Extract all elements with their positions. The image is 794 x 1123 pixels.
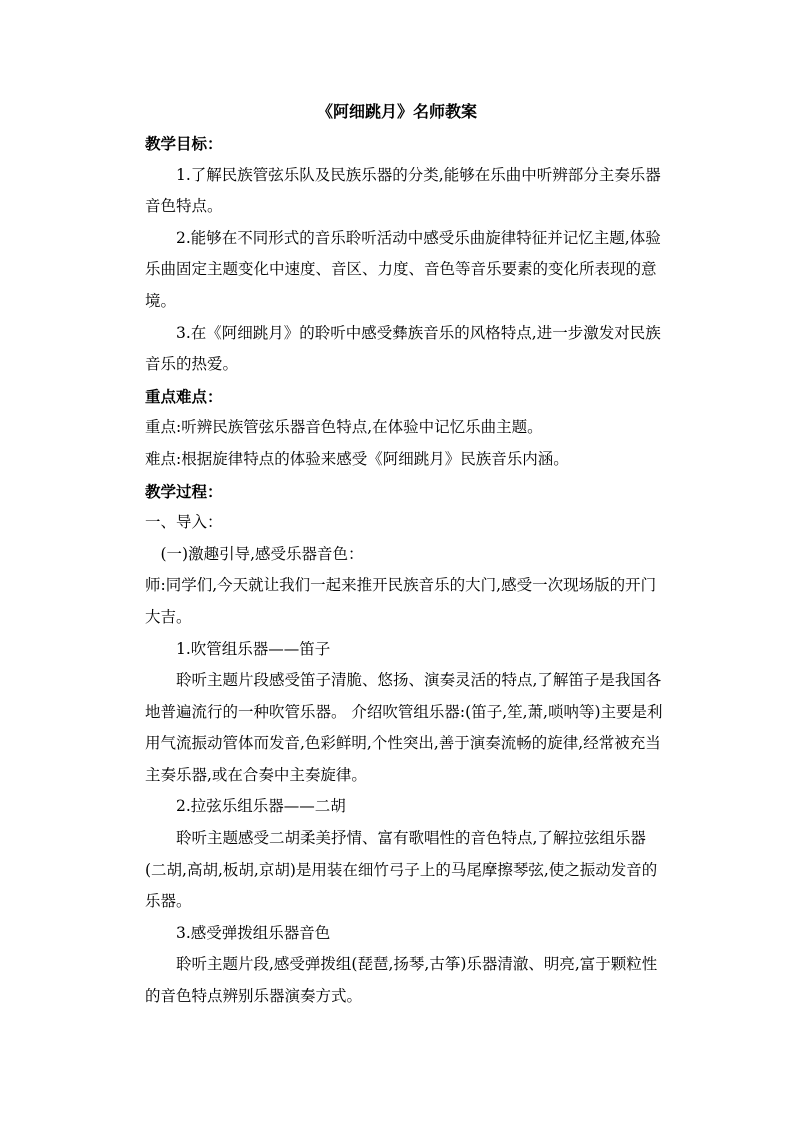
difficulty-text: 难点:根据旋律特点的体验来感受《阿细跳月》民族音乐内涵。: [145, 449, 569, 468]
flute-description: 聆听主题片段感受笛子清脆、悠扬、演奏灵活的特点,了解笛子是我国各地普遍流行的一种吹管乐器。 介绍吹管组乐器:(笛子,笙,萧,唢呐等)主要是利用气流振动管体而发音,色彩鲜明,个性突出,善于演奏流畅的旋律,经常被充当主奏乐器,或在合奏中主奏旋律。: [145, 671, 663, 784]
item-heading-flute: 1.吹管组乐器——笛子: [176, 639, 331, 658]
section-heading-process: 教学过程：: [145, 481, 223, 501]
plucked-description: 聆听主题片段,感受弹拨组(琵琶,扬琴,古筝)乐器清澈、明亮,富于颗粒性的音色特点辨别乐器演奏方式。: [145, 955, 658, 1006]
teacher-speech: 师:同学们,今天就让我们一起来推开民族音乐的大门,感受一次现场版的开门大吉。: [145, 576, 657, 626]
document-body: [145, 128, 665, 1013]
erhu-description: 聆听主题感受二胡柔美抒情、富有歌唱性的音色特点,了解拉弦组乐器(二胡,高胡,板胡,京胡)是用装在细竹弓子上的马尾摩擦琴弦,使之振动发音的乐器。: [145, 829, 658, 911]
objective-item-3: 3.在《阿细跳月》的聆听中感受彝族音乐的风格特点,进一步激发对民族音乐的热爱。: [145, 323, 661, 374]
key-point-text: 重点:听辨民族管弦乐器音色特点,在体验中记忆乐曲主题。: [145, 418, 543, 437]
item-heading-erhu: 2.拉弦乐组乐器——二胡: [176, 797, 346, 816]
subheading-introduction: 一、导入：: [145, 513, 223, 532]
objective-item-2: 2.能够在不同形式的音乐聆听活动中感受乐曲旋律特征并记忆主题,体验乐曲固定主题变化中速度、音区、力度、音色等音乐要素的变化所表现的意境。: [145, 228, 661, 310]
objective-item-1: 1.了解民族管弦乐队及民族乐器的分类,能够在乐曲中听辨部分主奏乐器音色特点。: [145, 165, 661, 216]
document-title: 《阿细跳月》名师教案: [316, 102, 477, 121]
section-heading-objectives: 教学目标：: [145, 134, 223, 153]
subheading-motivation: (一)激趣引导,感受乐器音色：: [160, 544, 364, 563]
section-heading-key-points: 重点难点：: [145, 386, 223, 406]
item-heading-plucked: 3.感受弹拨组乐器音色: [176, 923, 331, 942]
